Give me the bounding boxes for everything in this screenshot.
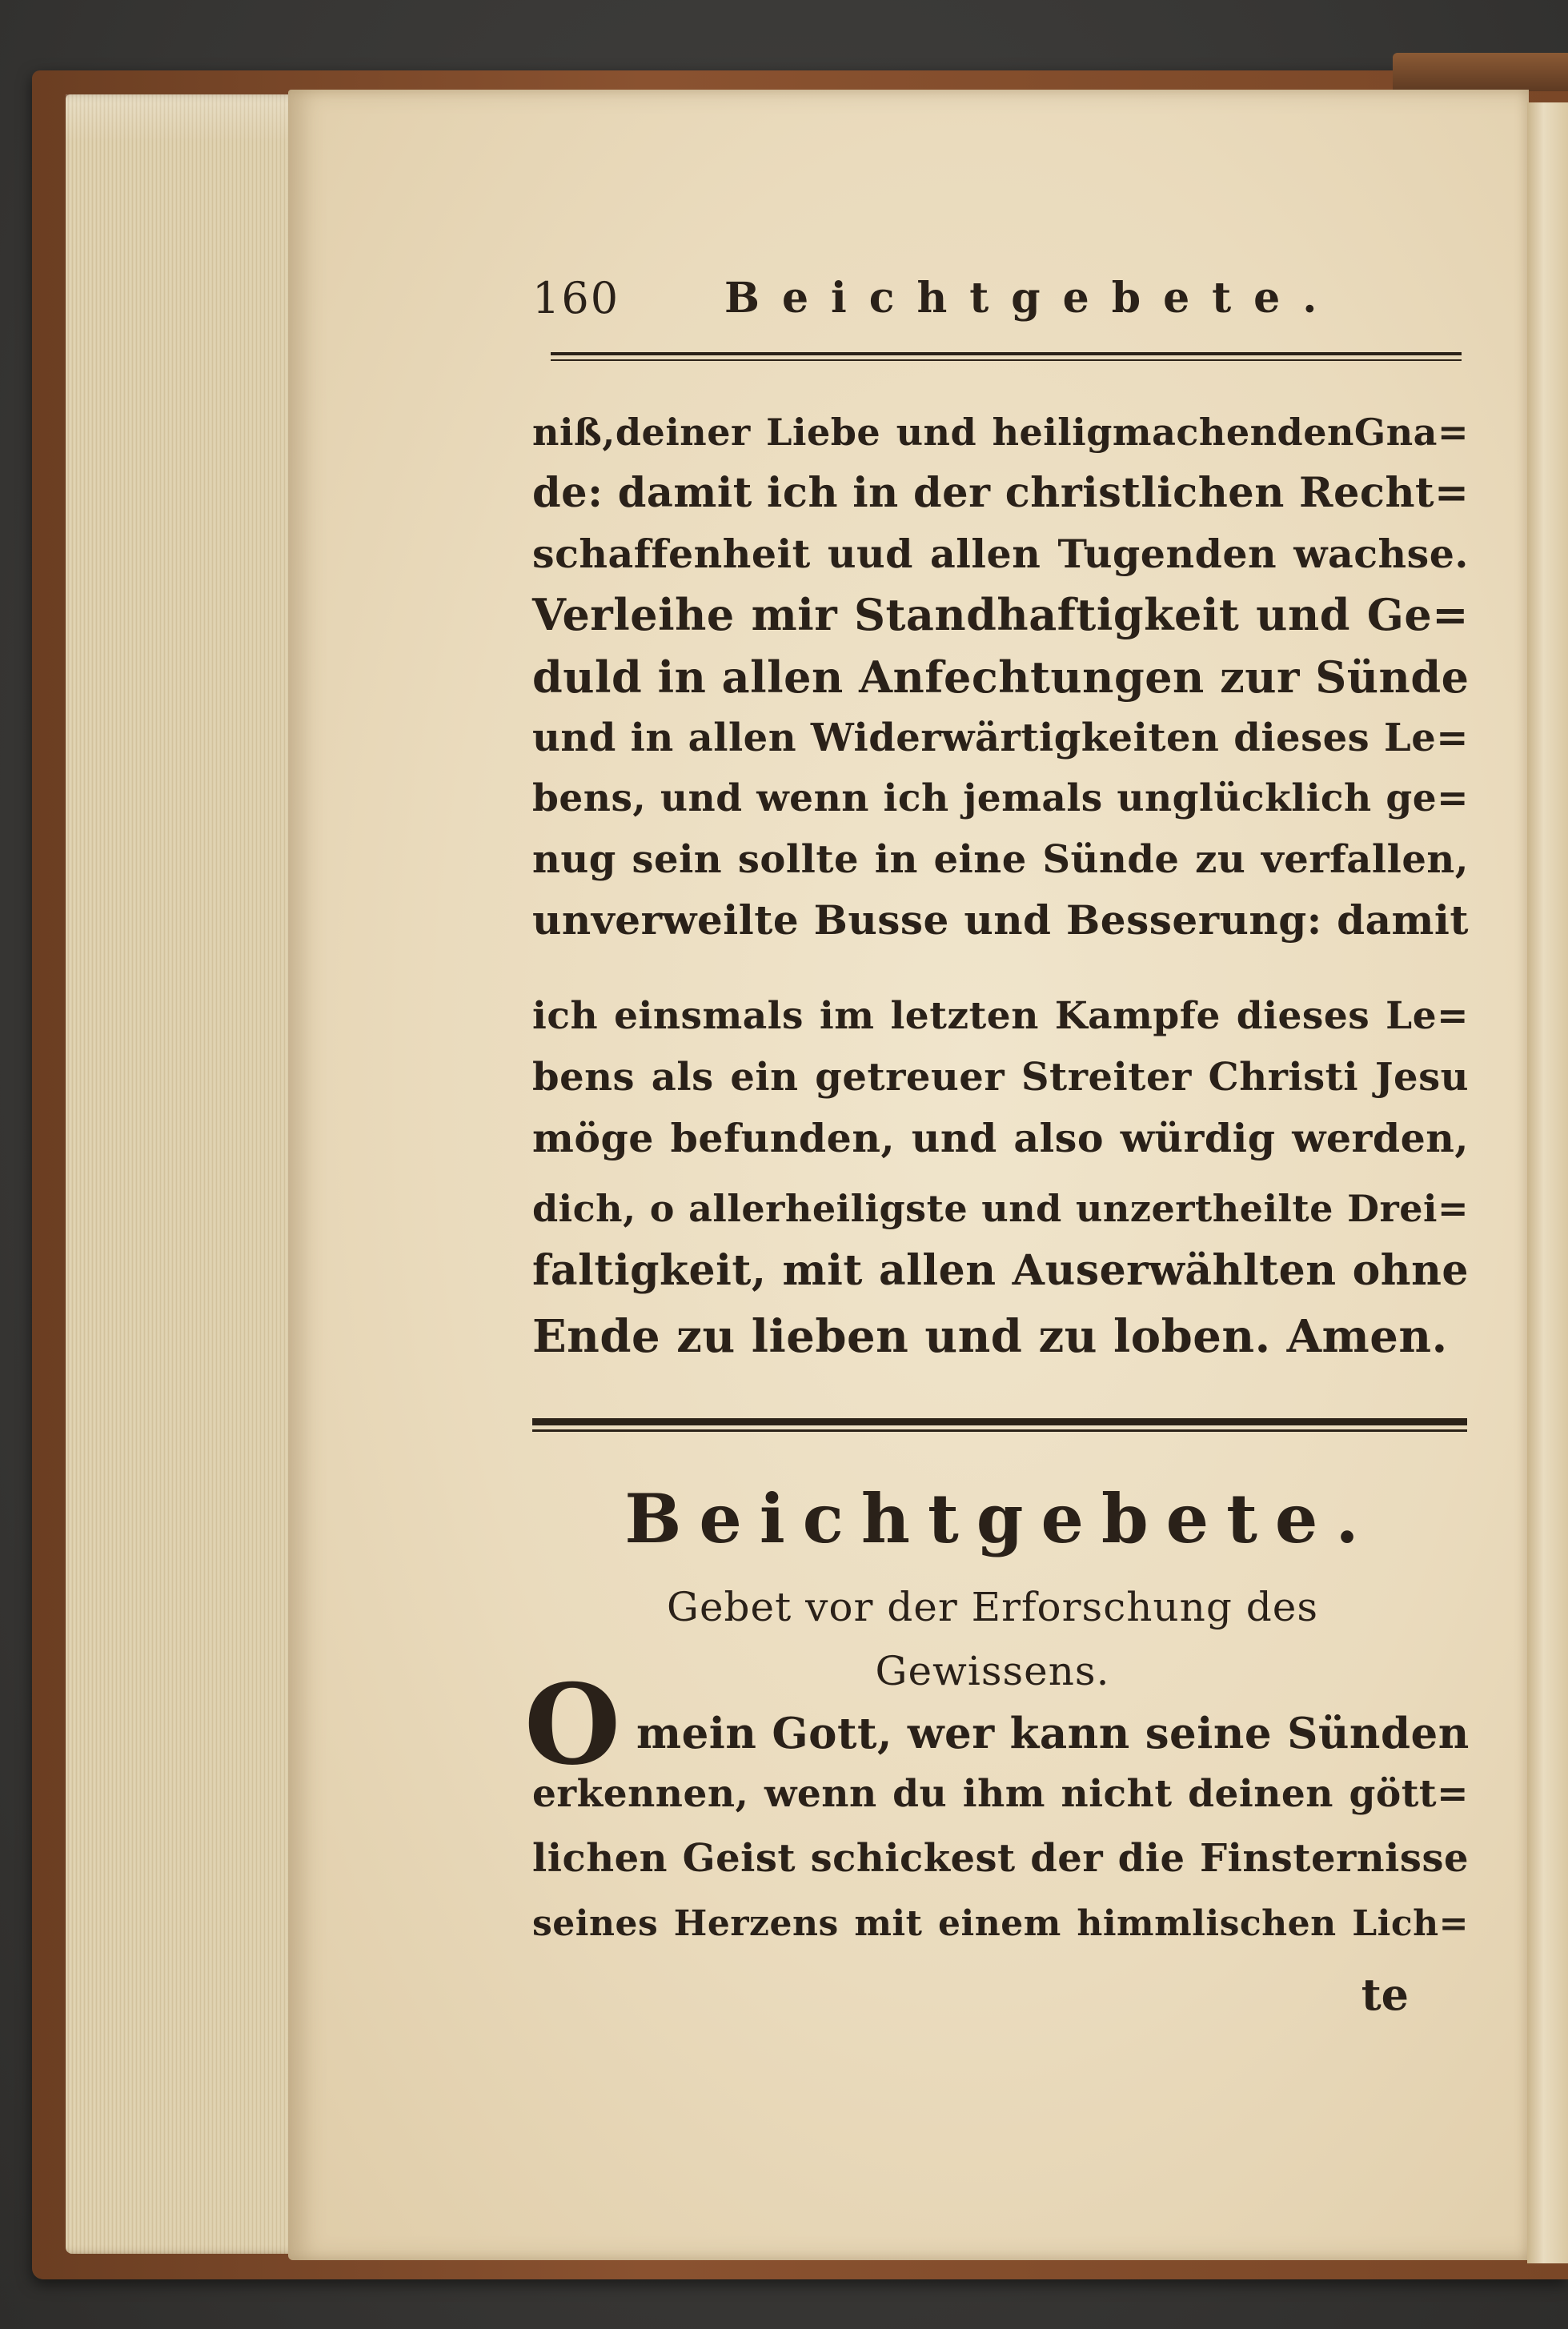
header-rule-secondary — [551, 359, 1462, 361]
catchword: te — [1361, 1969, 1409, 2020]
text-line: niß,deiner Liebe und heiligmachendenGna= — [532, 411, 1469, 454]
section-rule — [532, 1418, 1467, 1425]
page-edges — [66, 94, 306, 2254]
text-line: und in allen Widerwärtigkeiten dieses Le= — [532, 716, 1469, 760]
header-rule — [551, 352, 1462, 355]
text-line: lichen Geist schickest der die Finsternisse — [532, 1836, 1469, 1881]
section-rule-secondary — [532, 1429, 1467, 1432]
text-line: dich, o allerheiligste und unzertheilte Drei= — [532, 1187, 1469, 1230]
text-line: schaffenheit uud allen Tugenden wachse. — [532, 531, 1469, 577]
text-line: de: damit ich in der christlichen Recht= — [532, 469, 1470, 517]
text-line: möge befunden, und also würdig werden, — [532, 1115, 1469, 1161]
running-header — [532, 271, 1461, 335]
prayer-title: Gebet vor der Erforschung des Gewissens. — [667, 1584, 1318, 1694]
book-cover-edge — [1393, 53, 1568, 91]
text-line: nug sein sollte in eine Sünde zu verfallen, — [532, 837, 1469, 882]
text-line: duld in allen Anfechtungen zur Sünde — [532, 651, 1470, 703]
text-line: Verleihe mir Standhaftigkeit und Ge= — [532, 589, 1469, 640]
text-line: bens als ein getreuer Streiter Christi Jesu — [532, 1055, 1469, 1100]
running-title: Beichtgebete. — [724, 274, 1340, 323]
text-line: ich einsmals im letzten Kampfe dieses Le= — [532, 994, 1469, 1038]
page-number: 160 — [532, 273, 620, 323]
next-page-edge — [1527, 102, 1568, 2263]
text-line: unverweilte Busse und Besserung: damit — [532, 896, 1469, 944]
text-line: erkennen, wenn du ihm nicht deinen gött= — [532, 1772, 1469, 1816]
text-line: seines Herzens mit einem himmlischen Lich= — [532, 1903, 1469, 1944]
drop-cap: O — [524, 1659, 621, 1790]
text-line: mein Gott, wer kann seine Sünden — [636, 1709, 1470, 1758]
section-heading: Beichtgebete. — [624, 1479, 1377, 1558]
text-line: bens, und wenn ich jemals unglücklich ge= — [532, 776, 1469, 820]
text-line: Ende zu lieben und zu loben. Amen. — [532, 1310, 1448, 1363]
text-line: faltigkeit, mit allen Auserwählten ohne — [532, 1246, 1469, 1295]
